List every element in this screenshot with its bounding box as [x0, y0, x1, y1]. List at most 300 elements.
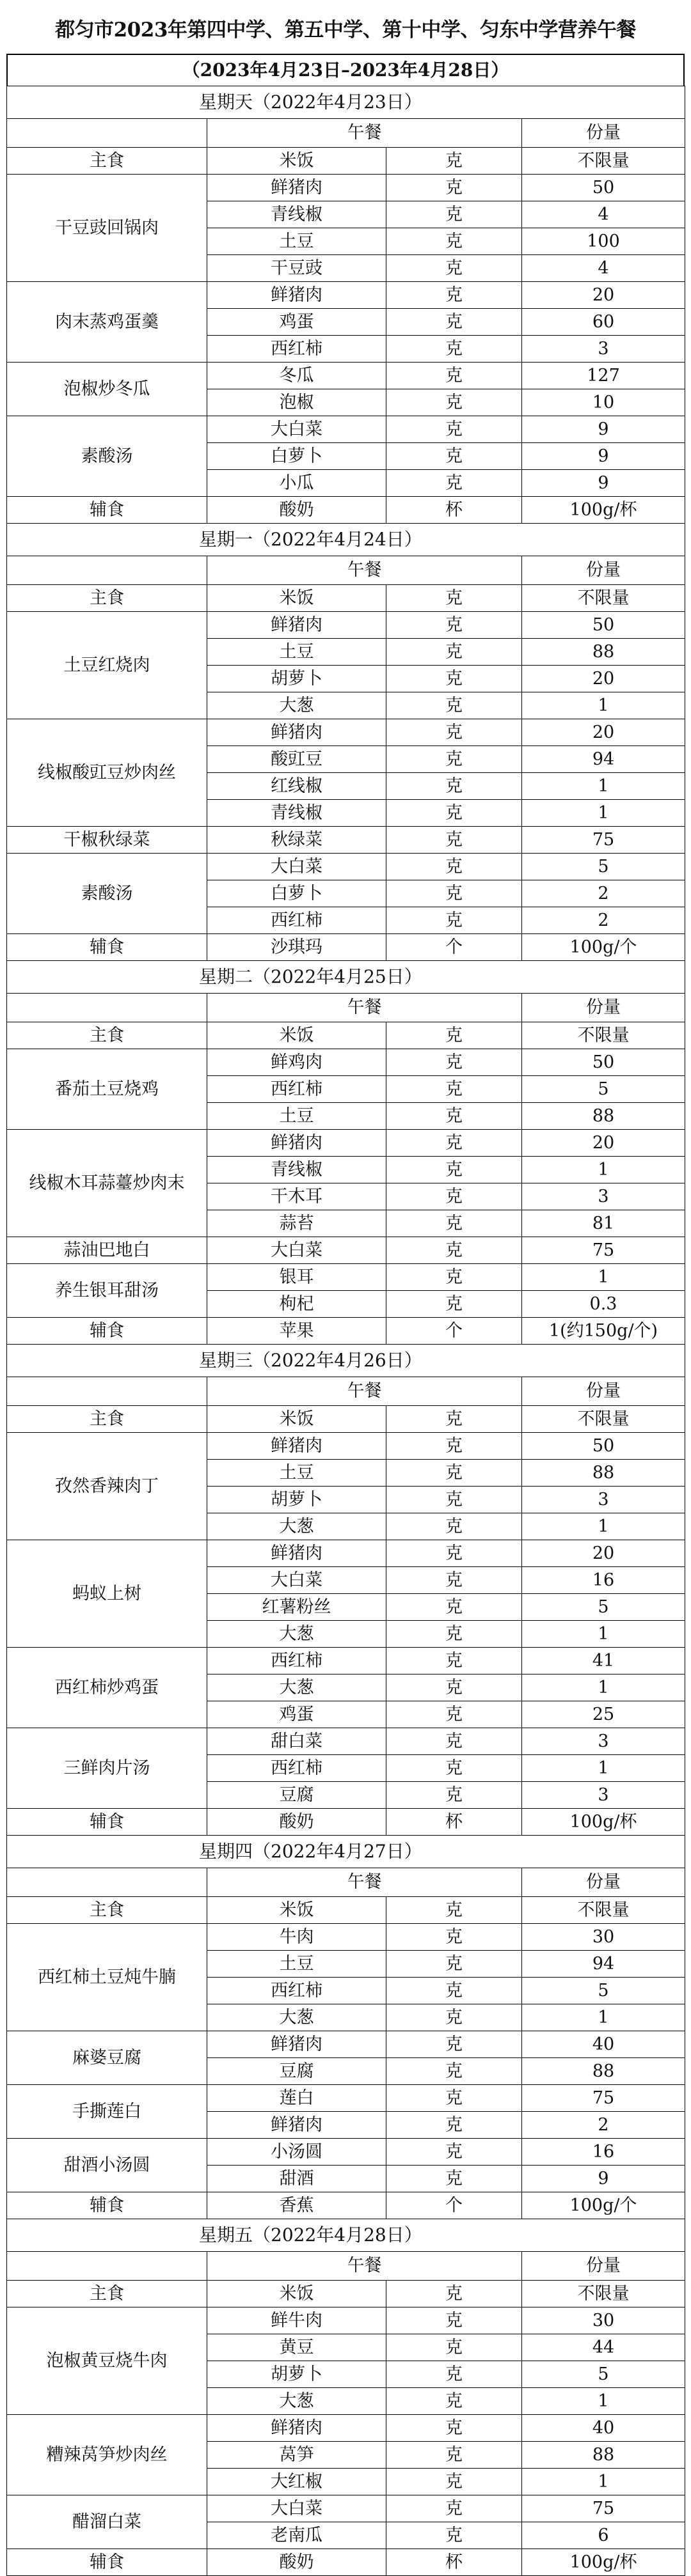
day-header-row	[7, 86, 685, 119]
ingredient-unit: 克	[386, 2058, 522, 2085]
dish-name: 辅食	[7, 1809, 207, 1836]
ingredient-qty: 41	[522, 1648, 685, 1674]
ingredient-unit: 克	[386, 800, 522, 827]
ingredient-unit: 克	[386, 2031, 522, 2058]
ingredient-qty: 3	[522, 1487, 685, 1513]
dish-name: 糟辣莴笋炒肉丝	[7, 2415, 207, 2495]
ingredient-qty: 50	[522, 175, 685, 201]
ingredient-qty: 20	[522, 719, 685, 746]
ingredient-qty: 75	[522, 827, 685, 854]
ingredient-unit: 克	[386, 585, 522, 612]
ingredient-name: 鲜猪肉	[207, 1433, 386, 1460]
dish-name: 三鲜肉片汤	[7, 1728, 207, 1809]
ingredient-qty: 94	[522, 746, 685, 773]
ingredient-name: 白萝卜	[207, 443, 386, 470]
ingredient-qty: 4	[522, 255, 685, 282]
ingredient-name: 干木耳	[207, 1183, 386, 1210]
column-header-row	[7, 119, 685, 148]
ingredient-row	[7, 934, 685, 961]
ingredient-unit: 克	[386, 175, 522, 201]
ingredient-qty: 10	[522, 389, 685, 416]
ingredient-name: 鲜鸡肉	[207, 1049, 386, 1076]
ingredient-qty: 3	[522, 1728, 685, 1755]
ingredient-name: 大白菜	[207, 1237, 386, 1264]
ingredient-row	[7, 148, 685, 175]
ingredient-unit: 克	[386, 2361, 522, 2388]
dish-name: 手撕莲白	[7, 2085, 207, 2139]
ingredient-qty: 1(约150g/个)	[522, 1318, 685, 1345]
dish-name: 麻婆豆腐	[7, 2031, 207, 2085]
ingredient-name: 青线椒	[207, 800, 386, 827]
ingredient-row	[7, 175, 685, 201]
dish-name: 辅食	[7, 934, 207, 961]
ingredient-unit: 克	[386, 1648, 522, 1674]
dish-name: 主食	[7, 2281, 207, 2307]
blank-header-cell	[7, 1868, 207, 1897]
ingredient-row	[7, 1318, 685, 1345]
ingredient-unit: 克	[386, 1022, 522, 1049]
ingredient-row	[7, 585, 685, 612]
ingredient-qty: 100g/杯	[522, 1809, 685, 1836]
ingredient-unit: 克	[386, 1701, 522, 1728]
ingredient-name: 苹果	[207, 1318, 386, 1345]
ingredient-qty: 50	[522, 1433, 685, 1460]
ingredient-qty: 1	[522, 2004, 685, 2031]
ingredient-qty: 9	[522, 2166, 685, 2192]
meal-header: 午餐	[207, 119, 522, 148]
ingredient-qty: 88	[522, 1460, 685, 1487]
ingredient-unit: 克	[386, 1210, 522, 1237]
dish-name: 素酸汤	[7, 854, 207, 934]
dish-name: 泡椒炒冬瓜	[7, 363, 207, 416]
dish-name: 线椒酸豇豆炒肉丝	[7, 719, 207, 827]
ingredient-name: 沙琪玛	[207, 934, 386, 961]
ingredient-qty: 9	[522, 470, 685, 497]
meal-header: 午餐	[207, 994, 522, 1022]
ingredient-unit: 克	[386, 2388, 522, 2415]
ingredient-qty: 1	[522, 1157, 685, 1183]
ingredient-unit: 克	[386, 2004, 522, 2031]
ingredient-row	[7, 1540, 685, 1567]
ingredient-name: 鸡蛋	[207, 1701, 386, 1728]
ingredient-row	[7, 1264, 685, 1291]
day-label: 星期五（2022年4月28日）	[7, 2219, 685, 2252]
ingredient-name: 大葱	[207, 1621, 386, 1648]
dish-name: 辅食	[7, 2192, 207, 2219]
ingredient-qty: 127	[522, 363, 685, 389]
ingredient-unit: 克	[386, 336, 522, 363]
dish-name: 主食	[7, 1406, 207, 1433]
dish-name: 肉末蒸鸡蛋羹	[7, 282, 207, 363]
ingredient-qty: 40	[522, 2415, 685, 2442]
column-header-row	[7, 994, 685, 1022]
ingredient-name: 胡萝卜	[207, 2361, 386, 2388]
ingredient-unit: 克	[386, 1540, 522, 1567]
ingredient-unit: 杯	[386, 2549, 522, 2576]
ingredient-name: 米饭	[207, 1022, 386, 1049]
ingredient-name: 米饭	[207, 148, 386, 175]
ingredient-qty: 50	[522, 612, 685, 639]
ingredient-unit: 克	[386, 1978, 522, 2004]
ingredient-unit: 克	[386, 389, 522, 416]
ingredient-qty: 0.3	[522, 1291, 685, 1318]
dish-name: 主食	[7, 1897, 207, 1924]
ingredient-name: 土豆	[207, 639, 386, 666]
ingredient-unit: 克	[386, 309, 522, 336]
dish-name: 泡椒黄豆烧牛肉	[7, 2307, 207, 2415]
column-header-row	[7, 1377, 685, 1406]
ingredient-unit: 克	[386, 228, 522, 255]
ingredient-unit: 克	[386, 1049, 522, 1076]
ingredient-name: 酸豇豆	[207, 746, 386, 773]
dish-name: 线椒木耳蒜薹炒肉末	[7, 1130, 207, 1237]
ingredient-qty: 75	[522, 1237, 685, 1264]
ingredient-name: 大葱	[207, 2388, 386, 2415]
ingredient-unit: 克	[386, 1264, 522, 1291]
ingredient-qty: 9	[522, 416, 685, 443]
ingredient-name: 银耳	[207, 1264, 386, 1291]
ingredient-name: 甜酒	[207, 2166, 386, 2192]
ingredient-qty: 4	[522, 201, 685, 228]
ingredient-unit: 克	[386, 1951, 522, 1978]
ingredient-unit: 克	[386, 827, 522, 854]
ingredient-row	[7, 1049, 685, 1076]
ingredient-qty: 100g/个	[522, 2192, 685, 2219]
ingredient-name: 大红椒	[207, 2469, 386, 2495]
ingredient-name: 黄豆	[207, 2334, 386, 2361]
ingredient-row	[7, 1924, 685, 1951]
ingredient-row	[7, 1406, 685, 1433]
dish-name: 醋溜白菜	[7, 2495, 207, 2549]
ingredient-qty: 1	[522, 1264, 685, 1291]
ingredient-row	[7, 2495, 685, 2522]
dish-name: 素酸汤	[7, 416, 207, 497]
ingredient-qty: 100g/杯	[522, 2549, 685, 2576]
ingredient-qty: 1	[522, 773, 685, 800]
ingredient-row	[7, 497, 685, 524]
ingredient-qty: 5	[522, 1076, 685, 1103]
ingredient-row	[7, 2031, 685, 2058]
ingredient-row	[7, 2549, 685, 2576]
ingredient-unit: 克	[386, 907, 522, 934]
portion-header: 份量	[522, 119, 685, 148]
ingredient-row	[7, 1897, 685, 1924]
ingredient-unit: 克	[386, 416, 522, 443]
ingredient-row	[7, 2085, 685, 2112]
ingredient-name: 胡萝卜	[207, 666, 386, 692]
ingredient-name: 秋绿菜	[207, 827, 386, 854]
ingredient-unit: 克	[386, 746, 522, 773]
ingredient-row	[7, 2139, 685, 2166]
ingredient-unit: 克	[386, 1674, 522, 1701]
ingredient-name: 米饭	[207, 2281, 386, 2307]
ingredient-qty: 不限量	[522, 1406, 685, 1433]
ingredient-row	[7, 2307, 685, 2334]
ingredient-qty: 不限量	[522, 585, 685, 612]
date-range: （2023年4月23日–2023年4月28日）	[6, 54, 685, 86]
ingredient-qty: 5	[522, 854, 685, 880]
column-header-row	[7, 1868, 685, 1897]
ingredient-qty: 3	[522, 336, 685, 363]
meal-header: 午餐	[207, 2252, 522, 2281]
meal-header: 午餐	[207, 1377, 522, 1406]
ingredient-qty: 100g/个	[522, 934, 685, 961]
dish-name: 孜然香辣肉丁	[7, 1433, 207, 1540]
ingredient-name: 大葱	[207, 1513, 386, 1540]
ingredient-unit: 克	[386, 1130, 522, 1157]
ingredient-qty: 5	[522, 2361, 685, 2388]
ingredient-name: 鲜猪肉	[207, 2031, 386, 2058]
ingredient-unit: 克	[386, 201, 522, 228]
ingredient-unit: 克	[386, 2469, 522, 2495]
ingredient-row	[7, 1022, 685, 1049]
ingredient-qty: 100g/杯	[522, 497, 685, 524]
ingredient-unit: 克	[386, 880, 522, 907]
ingredient-unit: 克	[386, 2281, 522, 2307]
dish-name: 蚂蚁上树	[7, 1540, 207, 1648]
ingredient-unit: 克	[386, 1291, 522, 1318]
portion-header: 份量	[522, 1868, 685, 1897]
ingredient-row	[7, 612, 685, 639]
ingredient-unit: 克	[386, 612, 522, 639]
ingredient-name: 甜白菜	[207, 1728, 386, 1755]
ingredient-name: 土豆	[207, 1103, 386, 1130]
ingredient-unit: 个	[386, 1318, 522, 1345]
dish-name: 辅食	[7, 497, 207, 524]
portion-header: 份量	[522, 994, 685, 1022]
ingredient-qty: 44	[522, 2334, 685, 2361]
ingredient-unit: 克	[386, 2085, 522, 2112]
ingredient-name: 西红柿	[207, 1648, 386, 1674]
dish-name: 干椒秋绿菜	[7, 827, 207, 854]
ingredient-row	[7, 2281, 685, 2307]
ingredient-name: 西红柿	[207, 1755, 386, 1782]
portion-header: 份量	[522, 556, 685, 585]
ingredient-name: 鲜猪肉	[207, 1540, 386, 1567]
ingredient-qty: 1	[522, 800, 685, 827]
ingredient-unit: 克	[386, 1567, 522, 1594]
ingredient-unit: 克	[386, 1897, 522, 1924]
blank-header-cell	[7, 2252, 207, 2281]
ingredient-name: 蒜苔	[207, 1210, 386, 1237]
ingredient-qty: 1	[522, 2469, 685, 2495]
ingredient-name: 西红柿	[207, 1076, 386, 1103]
ingredient-row	[7, 1809, 685, 1836]
ingredient-name: 小瓜	[207, 470, 386, 497]
ingredient-name: 枸杞	[207, 1291, 386, 1318]
ingredient-name: 莲白	[207, 2085, 386, 2112]
ingredient-name: 鲜牛肉	[207, 2307, 386, 2334]
ingredient-qty: 不限量	[522, 148, 685, 175]
ingredient-name: 牛肉	[207, 1924, 386, 1951]
blank-header-cell	[7, 119, 207, 148]
ingredient-unit: 克	[386, 639, 522, 666]
ingredient-name: 米饭	[207, 1897, 386, 1924]
ingredient-name: 大白菜	[207, 2495, 386, 2522]
ingredient-name: 鲜猪肉	[207, 719, 386, 746]
ingredient-qty: 20	[522, 1130, 685, 1157]
ingredient-name: 酸奶	[207, 1809, 386, 1836]
ingredient-unit: 个	[386, 934, 522, 961]
ingredient-row	[7, 1433, 685, 1460]
ingredient-qty: 2	[522, 907, 685, 934]
ingredient-qty: 60	[522, 309, 685, 336]
ingredient-unit: 克	[386, 443, 522, 470]
ingredient-qty: 16	[522, 1567, 685, 1594]
ingredient-unit: 克	[386, 1406, 522, 1433]
ingredient-name: 西红柿	[207, 1978, 386, 2004]
ingredient-name: 鲜猪肉	[207, 282, 386, 309]
ingredient-name: 土豆	[207, 1460, 386, 1487]
meal-header: 午餐	[207, 556, 522, 585]
ingredient-qty: 2	[522, 880, 685, 907]
day-label: 星期三（2022年4月26日）	[7, 1345, 685, 1377]
ingredient-unit: 克	[386, 1157, 522, 1183]
ingredient-name: 酸奶	[207, 497, 386, 524]
dish-name: 番茄土豆烧鸡	[7, 1049, 207, 1130]
ingredient-row	[7, 1648, 685, 1674]
ingredient-qty: 5	[522, 1594, 685, 1621]
ingredient-qty: 不限量	[522, 1897, 685, 1924]
ingredient-name: 土豆	[207, 1951, 386, 1978]
ingredient-name: 老南瓜	[207, 2522, 386, 2549]
ingredient-unit: 克	[386, 1433, 522, 1460]
ingredient-row	[7, 719, 685, 746]
ingredient-qty: 不限量	[522, 1022, 685, 1049]
ingredient-name: 冬瓜	[207, 363, 386, 389]
ingredient-name: 大白菜	[207, 1567, 386, 1594]
dish-name: 甜酒小汤圆	[7, 2139, 207, 2192]
day-header-row	[7, 961, 685, 994]
ingredient-unit: 克	[386, 773, 522, 800]
day-label: 星期二（2022年4月25日）	[7, 961, 685, 994]
dish-name: 辅食	[7, 1318, 207, 1345]
ingredient-qty: 40	[522, 2031, 685, 2058]
ingredient-qty: 不限量	[522, 2281, 685, 2307]
day-header-row	[7, 2219, 685, 2252]
ingredient-name: 小汤圆	[207, 2139, 386, 2166]
ingredient-unit: 杯	[386, 1809, 522, 1836]
ingredient-name: 鲜猪肉	[207, 175, 386, 201]
ingredient-name: 米饭	[207, 585, 386, 612]
dish-name: 主食	[7, 1022, 207, 1049]
ingredient-unit: 克	[386, 1237, 522, 1264]
ingredient-qty: 1	[522, 2388, 685, 2415]
menu-table	[6, 86, 685, 2576]
ingredient-unit: 克	[386, 148, 522, 175]
ingredient-qty: 1	[522, 1513, 685, 1540]
ingredient-qty: 20	[522, 1540, 685, 1567]
column-header-row	[7, 556, 685, 585]
ingredient-unit: 个	[386, 2192, 522, 2219]
column-header-row	[7, 2252, 685, 2281]
ingredient-name: 西红柿	[207, 336, 386, 363]
dish-name: 养生银耳甜汤	[7, 1264, 207, 1318]
dish-name: 西红柿炒鸡蛋	[7, 1648, 207, 1728]
ingredient-qty: 50	[522, 1049, 685, 1076]
ingredient-qty: 5	[522, 1978, 685, 2004]
ingredient-name: 鲜猪肉	[207, 1130, 386, 1157]
ingredient-name: 大白菜	[207, 416, 386, 443]
ingredient-unit: 克	[386, 2495, 522, 2522]
ingredient-qty: 81	[522, 1210, 685, 1237]
ingredient-unit: 克	[386, 1594, 522, 1621]
ingredient-qty: 1	[522, 1621, 685, 1648]
ingredient-qty: 25	[522, 1701, 685, 1728]
ingredient-name: 青线椒	[207, 201, 386, 228]
day-header-row	[7, 524, 685, 556]
ingredient-name: 西红柿	[207, 907, 386, 934]
ingredient-qty: 16	[522, 2139, 685, 2166]
ingredient-unit: 克	[386, 666, 522, 692]
dish-name: 蒜油巴地白	[7, 1237, 207, 1264]
ingredient-qty: 88	[522, 639, 685, 666]
ingredient-name: 豆腐	[207, 1782, 386, 1809]
ingredient-row	[7, 1728, 685, 1755]
ingredient-unit: 克	[386, 719, 522, 746]
ingredient-name: 鲜猪肉	[207, 612, 386, 639]
ingredient-name: 红薯粉丝	[207, 1594, 386, 1621]
day-label: 星期天（2022年4月23日）	[7, 86, 685, 119]
ingredient-name: 胡萝卜	[207, 1487, 386, 1513]
ingredient-row	[7, 416, 685, 443]
ingredient-qty: 88	[522, 2442, 685, 2469]
ingredient-unit: 克	[386, 2166, 522, 2192]
ingredient-qty: 75	[522, 2495, 685, 2522]
ingredient-row	[7, 827, 685, 854]
dish-name: 干豆豉回锅肉	[7, 175, 207, 282]
ingredient-qty: 9	[522, 443, 685, 470]
page-title: 都匀市2023年第四中学、第五中学、第十中学、匀东中学营养午餐	[55, 19, 636, 42]
ingredient-qty: 75	[522, 2085, 685, 2112]
ingredient-name: 大葱	[207, 2004, 386, 2031]
portion-header: 份量	[522, 1377, 685, 1406]
dish-name: 西红柿土豆炖牛腩	[7, 1924, 207, 2031]
ingredient-unit: 克	[386, 1183, 522, 1210]
ingredient-unit: 克	[386, 2307, 522, 2334]
ingredient-qty: 2	[522, 2112, 685, 2139]
ingredient-name: 鲜猪肉	[207, 2112, 386, 2139]
ingredient-name: 泡椒	[207, 389, 386, 416]
ingredient-unit: 克	[386, 1782, 522, 1809]
ingredient-unit: 克	[386, 1487, 522, 1513]
ingredient-unit: 克	[386, 282, 522, 309]
ingredient-name: 莴笋	[207, 2442, 386, 2469]
ingredient-qty: 88	[522, 2058, 685, 2085]
ingredient-name: 酸奶	[207, 2549, 386, 2576]
ingredient-row	[7, 854, 685, 880]
day-header-row	[7, 1345, 685, 1377]
ingredient-qty: 94	[522, 1951, 685, 1978]
dish-name: 辅食	[7, 2549, 207, 2576]
ingredient-unit: 克	[386, 854, 522, 880]
ingredient-name: 干豆豉	[207, 255, 386, 282]
meal-header: 午餐	[207, 1868, 522, 1897]
ingredient-unit: 克	[386, 2112, 522, 2139]
ingredient-qty: 1	[522, 692, 685, 719]
ingredient-unit: 克	[386, 2139, 522, 2166]
day-header-row	[7, 1836, 685, 1868]
blank-header-cell	[7, 994, 207, 1022]
ingredient-row	[7, 282, 685, 309]
ingredient-row	[7, 1130, 685, 1157]
ingredient-name: 大葱	[207, 1674, 386, 1701]
ingredient-qty: 30	[522, 1924, 685, 1951]
ingredient-unit: 克	[386, 2334, 522, 2361]
day-label: 星期一（2022年4月24日）	[7, 524, 685, 556]
ingredient-unit: 克	[386, 1103, 522, 1130]
ingredient-unit: 克	[386, 1755, 522, 1782]
